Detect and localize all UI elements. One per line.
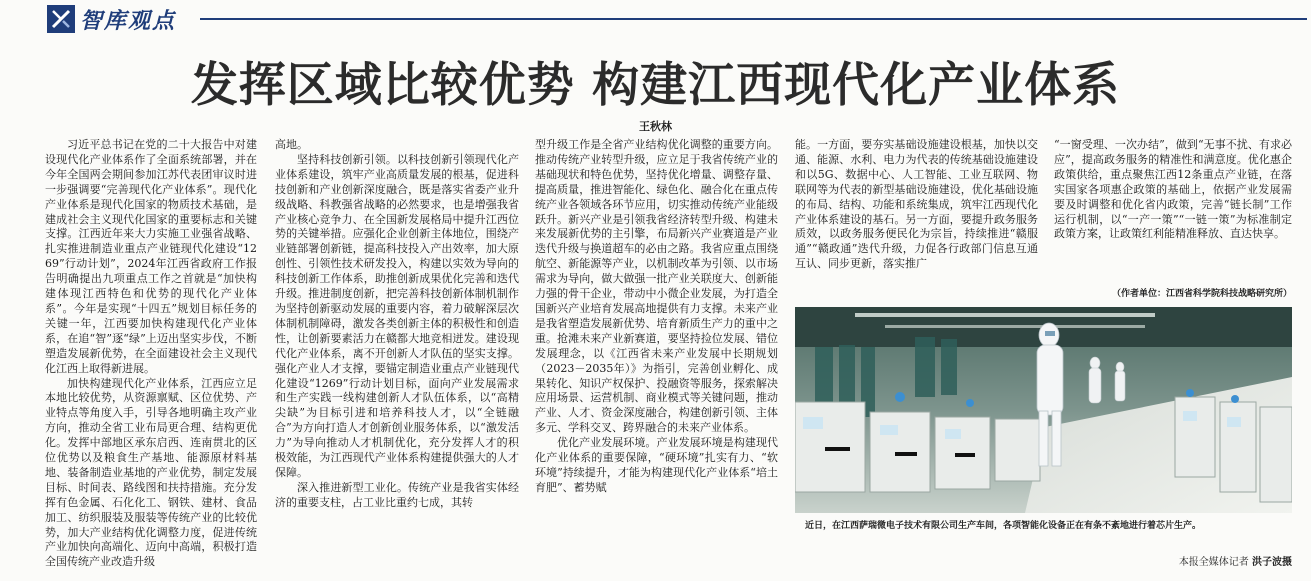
paragraph: 加快构建现代化产业体系，江西应立足本地比较优势，从资源禀赋、区位优势、产业特点等角度入手，引导各地明确主攻产业方向，推动全省工业布局更合理、结构更优化。发挥中部地区承东启西、连南贯北的区位优势以及粮食生产基地、能源原材料基地、装备制造业基地的产业优势，制定发展目标、时间表、路线图和扶持措施。充分发挥有色金属、石化化工、钢铁、建材、食品加工、纺织服装及服装等传统产业的比较优势，加大产业结构优化调整力度，促进传统产业加快向高端化、迈向中高端，积极打造全国传统产业改造升级 bbox=[45, 376, 257, 569]
article-column-3 bbox=[535, 138, 778, 578]
page-header bbox=[0, 0, 1311, 40]
paragraph: 高地。 bbox=[275, 138, 308, 151]
paragraph: 优化产业发展环境。产业发展环境是构建现代化产业体系的重要保障，“硬环境”扎实有力、“软环境”持续提升，才能为构建现代化产业体系“培土育肥”、蓄势赋 bbox=[535, 436, 778, 494]
article-title: 发挥区域比较优势 构建江西现代化产业体系 bbox=[190, 58, 1121, 113]
section-label: 智库观点 bbox=[80, 9, 177, 34]
article-column-5 bbox=[1054, 138, 1292, 278]
photo-caption: 近日，在江西萨瑞微电子技术有限公司生产车间，各项智能化设备正在有条不紊地进行着芯片生产。 bbox=[805, 521, 1202, 531]
header-rule bbox=[200, 18, 1307, 20]
paragraph: 坚持科技创新引领。以科技创新引领现代化产业体系建设，筑牢产业高质量发展的根基，促进科技创新和产业创新深度融合，既是落实省委产业升级战略、科教强省战略的必然要求，也是增强我省产业核心竞争力、在全国新发展格局中提升江西位势的关键举措。应强化企业创新主体地位，围绕产业链部署创新链，提高科技投入产出效率，加大原创性、引领性技术研发投入，构建以实效为导向的科技创新工作体系，助推创新成果优化完善和迭代升级。推进制度创新，把完善科技创新体制机制作为坚持创新驱动发展的重要内容，着力破解深层次体制机制障碍，激发各类创新主体的积极性和创造性，让创新要素活力在赣都大地竞相迸发。建设现代化产业体系，离不开创新人才队伍的坚实支撑。强化产业人才支撑，要锚定制造业重点产业链现代化建设“1269”行动计划目标，面向产业发展需求和生产实践一线构建创新人才队伍体系，以“高精尖缺”为目标引进和培养科技人才，以“全链融合”为方向打造人才创新创业服务体系，以“激发活力”为导向推动人才机制优化，充分发挥人才的积极效能，为江西现代产业体系构建提供强大的人才保障。 bbox=[275, 152, 519, 479]
credit-name: 洪子波摄 bbox=[1252, 557, 1292, 568]
section-logo-icon bbox=[47, 5, 75, 33]
paragraph: 型升级工作是全省产业结构优化调整的重要方向。推动传统产业转型升级，应立足于我省传统产业的基础现状和特色优势，坚持优化增量、调整存量、提高质量，推进智能化、绿色化、融合化在重点传统产业各领域各环节应用，切实推动传统产业能级跃升。新兴产业是引领我省经济转型升级、构建未来发展新优势的主引擎，布局新兴产业赛道是产业迭代升级与换道超车的必由之路。我省应重点围绕航空、新能源等产业，以机制改革为引领、以市场需求为导向，做大做强一批产业关联度大、创新能力强的骨干企业，带动中小微企业发展，为打造全国新兴产业培育发展高地提供有力支撑。未来产业是我省塑造发展新优势、培育新质生产力的重中之重。抢滩未来产业新赛道，要坚持捡位发展、错位发展理念，以《江西省未来产业发展中长期规划（2023－2035年）》为指引，完善创业孵化、成果转化、知识产权保护、投融资等服务，探索解决应用场景、运营机制、商业模式等关键问题，推动产业、人才、资金深度融合，构建创新引领、主体多元、学科交叉、跨界融合的未来产业体系。 bbox=[535, 138, 778, 435]
author-affiliation: （作者单位：江西省科学院科技战略研究所） bbox=[1111, 289, 1292, 299]
photo-credit bbox=[795, 553, 1292, 568]
credit-prefix: 本报全媒体记者 bbox=[1178, 557, 1249, 568]
paragraph: 能。一方面，要夯实基础设施建设根基，加快以交通、能源、水利、电力为代表的传统基础设施建设和以5G、数据中心、人工智能、工业互联网、物联网等为代表的新型基础设施建设，优化基础设施的布局、结构、功能和系统集成，筑牢江西现代化产业体系建设的基石。另一方面，要提升政务服务质效，以政务服务便民化为宗旨，持续推进“赣服通”“赣政通”迭代升级，力促各行政部门信息互通互认、同步更新，落实推广 bbox=[795, 138, 1038, 271]
paragraph: “一窗受理、一次办结”，做到“无事不扰、有求必应”，提高政务服务的精准性和满意度。优化惠企政策供给，重点聚焦江西12条重点产业链，在落实国家各项惠企政策的基础上，依据产业发展需要及时调整和优化省内政策，完善“链长制”工作运行机制，以“一产一策”“一链一策”为标准制定政策方案，让政策红利能精准释放、直达快享。 bbox=[1054, 138, 1292, 241]
paragraph: 深入推进新型工业化。传统产业是我省实体经济的重要支柱，占工业比重约七成，其转 bbox=[275, 480, 519, 509]
paragraph: 习近平总书记在党的二十大报告中对建设现代化产业体系作了全面系统部署，并在今年全国两会期间参加江苏代表团审议时进一步强调要“完善现代化产业体系”。现代化产业体系是现代化国家的物质技术基础，是建成社会主义现代化国家的重要标志和关键支撑。江西近年来大力实施工业强省战略、扎实推进制造业重点产业链现代化建设“1269”行动计划”，2024年江西省政府工作报告明确提出九项重点工作之首就是“加快构建体现江西特色和优势的现代化产业体系”。今年是实现“十四五”规划目标任务的关键一年，江西要加快构建现代化产业体系，在追“智”逐“绿”上迈出坚实步伐，不断塑造发展新优势，在全面建设社会主义现代化江西上取得新进展。 bbox=[45, 138, 257, 375]
article-column-1 bbox=[45, 138, 257, 578]
article-byline: 王秋林 bbox=[639, 120, 672, 133]
article-column-4 bbox=[795, 138, 1038, 298]
article-column-2 bbox=[275, 138, 519, 578]
factory-workshop-photo bbox=[795, 307, 1292, 513]
